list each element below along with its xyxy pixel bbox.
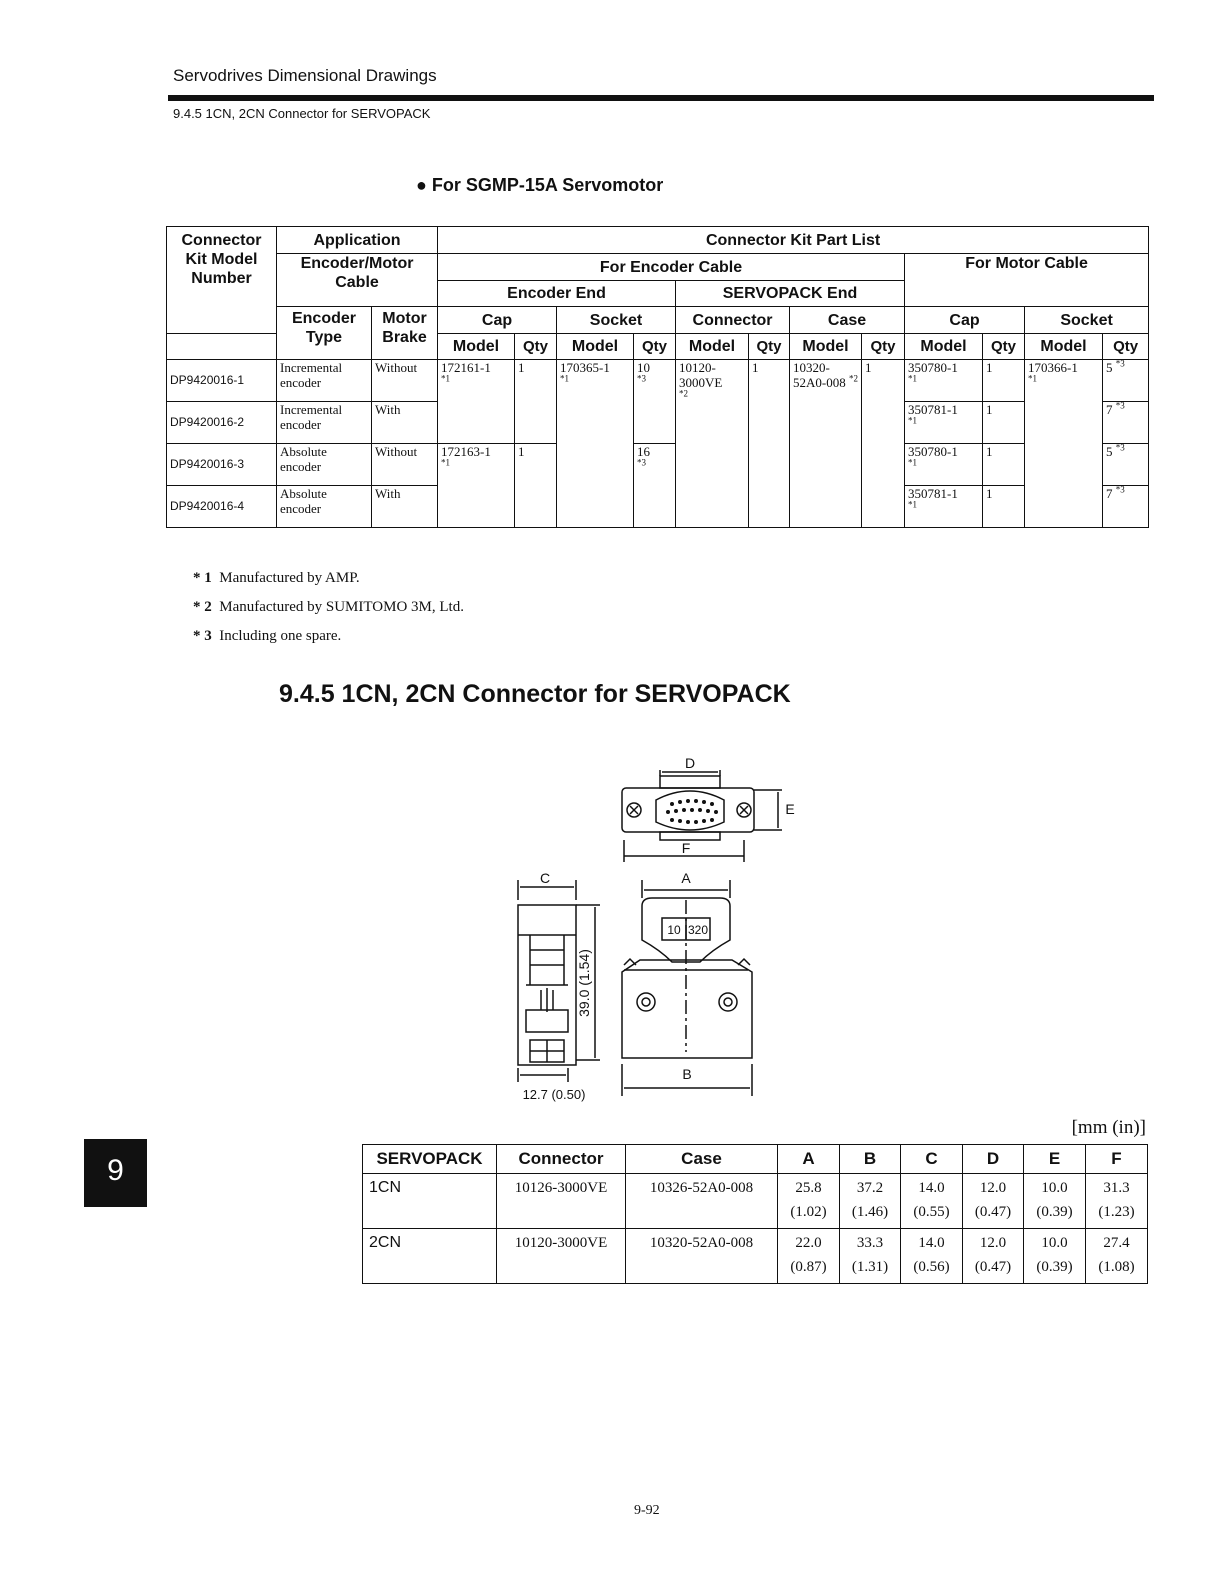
- kit-model: DP9420016-3: [167, 444, 277, 486]
- header-part-list: Connector Kit Part List: [438, 227, 1149, 254]
- socket-qty: 16 $^{*3}$: [634, 444, 676, 528]
- connector-kit-table: [166, 226, 1149, 528]
- running-header-title: Servodrives Dimensional Drawings: [173, 66, 437, 85]
- page-number: 9-92: [634, 1503, 660, 1518]
- dim-b: 33.3 (1.31): [840, 1229, 901, 1284]
- label-c: C: [539, 870, 551, 886]
- connector-part: 10120-3000VE: [497, 1229, 626, 1284]
- header-e: E: [1024, 1145, 1086, 1174]
- units-label: [mm (in)]: [1071, 1117, 1146, 1138]
- motor-cap-qty: 1: [983, 360, 1025, 402]
- header-qty: Qty: [1103, 334, 1149, 360]
- motor-brake: With: [372, 486, 438, 528]
- header-motor-socket: Socket: [1025, 307, 1149, 334]
- case-qty: 1: [862, 360, 905, 528]
- dim-a: 25.8 (1.02): [778, 1174, 840, 1229]
- header-rule: [168, 95, 1154, 101]
- dimension-height: 39.0 (1.54): [576, 949, 592, 1017]
- motor-cap-qty: 1: [983, 402, 1025, 444]
- header-application: Application: [277, 227, 438, 254]
- header-qty: Qty: [749, 334, 790, 360]
- dimension-table: [362, 1144, 1148, 1284]
- motor-brake: Without: [372, 360, 438, 402]
- header-for-motor-cable: For Motor Cable: [905, 254, 1149, 307]
- header-motor-brake: Motor Brake: [372, 307, 438, 360]
- motor-cap-qty: 1: [983, 444, 1025, 486]
- connector-qty: 1: [749, 360, 790, 528]
- footnote-1: * 1 Manufactured by AMP.: [193, 570, 360, 586]
- section-title: 9.4.5 1CN, 2CN Connector for SERVOPACK: [279, 680, 791, 708]
- header-encoder-motor-cable: Encoder/Motor Cable: [277, 254, 438, 307]
- kit-model: DP9420016-4: [167, 486, 277, 528]
- header-f: F: [1086, 1145, 1148, 1174]
- header-qty: Qty: [515, 334, 557, 360]
- dim-b: 37.2 (1.46): [840, 1174, 901, 1229]
- connector-model: 10120-3000VE $^{*2}$: [676, 360, 749, 528]
- table-row: [363, 1174, 1148, 1229]
- motor-cap-model: 350781-1 $^{*1}$: [905, 486, 983, 528]
- servopack-port: 2CN: [363, 1229, 497, 1284]
- header-encoder-end: Encoder End: [438, 281, 676, 307]
- motor-socket-model: 170366-1 $^{*1}$: [1025, 360, 1103, 528]
- motor-socket-qty: 5 $^{*3}$: [1103, 444, 1149, 486]
- header-cap: Cap: [438, 307, 557, 334]
- header-connector: Connector: [497, 1145, 626, 1174]
- case-part: 10326-52A0-008: [626, 1174, 778, 1229]
- encoder-type: Incremental encoder: [277, 360, 372, 402]
- motor-brake: Without: [372, 444, 438, 486]
- cap-qty: 1: [515, 360, 557, 444]
- kit-model: DP9420016-2: [167, 402, 277, 444]
- plate-label-right: 320: [687, 923, 709, 937]
- header-d: D: [963, 1145, 1024, 1174]
- header-qty: Qty: [634, 334, 676, 360]
- header-model: Model: [905, 334, 983, 360]
- label-f: F: [681, 840, 691, 856]
- header-model: Model: [790, 334, 862, 360]
- front-view-connector: [622, 880, 752, 1096]
- chapter-tab: 9: [84, 1139, 147, 1207]
- dim-d: 12.0 (0.47): [963, 1174, 1024, 1229]
- case-part: 10320-52A0-008: [626, 1229, 778, 1284]
- header-socket: Socket: [557, 307, 676, 334]
- subhead: [416, 175, 663, 196]
- header-model: Model: [557, 334, 634, 360]
- header-model: Model: [676, 334, 749, 360]
- motor-cap-model: 350780-1 $^{*1}$: [905, 444, 983, 486]
- connector-part: 10126-3000VE: [497, 1174, 626, 1229]
- kit-model: DP9420016-1: [167, 360, 277, 402]
- dim-d: 12.0 (0.47): [963, 1229, 1024, 1284]
- label-a: A: [681, 870, 691, 886]
- header-a: A: [778, 1145, 840, 1174]
- motor-socket-qty: 7 $^{*3}$: [1103, 486, 1149, 528]
- table-row: [363, 1229, 1148, 1284]
- subhead-text: For SGMP-15A Servomotor: [431, 175, 664, 195]
- header-case: Case: [790, 307, 905, 334]
- dim-e: 10.0 (0.39): [1024, 1229, 1086, 1284]
- header-c: C: [901, 1145, 963, 1174]
- table-row: [167, 360, 1149, 402]
- socket-qty: 10 $^{*3}$: [634, 360, 676, 444]
- dim-f: 31.3 (1.23): [1086, 1174, 1148, 1229]
- dim-f: 27.4 (1.08): [1086, 1229, 1148, 1284]
- motor-cap-model: 350780-1 $^{*1}$: [905, 360, 983, 402]
- running-header-subtitle: 9.4.5 1CN, 2CN Connector for SERVOPACK: [173, 106, 431, 121]
- header-servopack: SERVOPACK: [363, 1145, 497, 1174]
- header-b: B: [840, 1145, 901, 1174]
- encoder-type: Incremental encoder: [277, 402, 372, 444]
- dim-c: 14.0 (0.55): [901, 1174, 963, 1229]
- header-model: Model: [1025, 334, 1103, 360]
- top-view-connector: [622, 770, 782, 862]
- header-for-encoder-cable: For Encoder Cable: [438, 254, 905, 281]
- encoder-type: Absolute encoder: [277, 444, 372, 486]
- header-case: Case: [626, 1145, 778, 1174]
- table-row: [167, 444, 1149, 486]
- header-qty: Qty: [983, 334, 1025, 360]
- footnote-2: * 2 Manufactured by SUMITOMO 3M, Ltd.: [193, 599, 464, 615]
- cap-qty: 1: [515, 444, 557, 528]
- motor-cap-qty: 1: [983, 486, 1025, 528]
- header-motor-cap: Cap: [905, 307, 1025, 334]
- header-qty: Qty: [862, 334, 905, 360]
- header-servopack-end: SERVOPACK End: [676, 281, 905, 307]
- cap-model: 172163-1 $^{*1}$: [438, 444, 515, 528]
- footnote-3: * 3 Including one spare.: [193, 628, 342, 644]
- dimension-width: 12.7 (0.50): [522, 1087, 586, 1102]
- dim-a: 22.0 (0.87): [778, 1229, 840, 1284]
- connector-drawing: [500, 750, 800, 1110]
- label-e: E: [785, 801, 795, 817]
- cap-model: 172161-1 $^{*1}$: [438, 360, 515, 444]
- header-blank: [167, 334, 277, 360]
- motor-cap-model: 350781-1 $^{*1}$: [905, 402, 983, 444]
- header-encoder-type: Encoder Type: [277, 307, 372, 360]
- header-model: Model: [438, 334, 515, 360]
- header-connector: Connector: [676, 307, 790, 334]
- case-model: 10320-52A0-008 $^{*2}$: [790, 360, 862, 528]
- motor-brake: With: [372, 402, 438, 444]
- bullet-icon: ●: [416, 175, 427, 195]
- header-kit-model: Connector Kit Model Number: [167, 227, 277, 334]
- socket-model: 170365-1 $^{*1}$: [557, 360, 634, 528]
- label-d: D: [684, 755, 696, 771]
- encoder-type: Absolute encoder: [277, 486, 372, 528]
- dim-e: 10.0 (0.39): [1024, 1174, 1086, 1229]
- dim-c: 14.0 (0.56): [901, 1229, 963, 1284]
- motor-socket-qty: 5 $^{*3}$: [1103, 360, 1149, 402]
- plate-label-left: 10: [667, 923, 681, 937]
- servopack-port: 1CN: [363, 1174, 497, 1229]
- motor-socket-qty: 7 $^{*3}$: [1103, 402, 1149, 444]
- label-b: B: [682, 1066, 692, 1082]
